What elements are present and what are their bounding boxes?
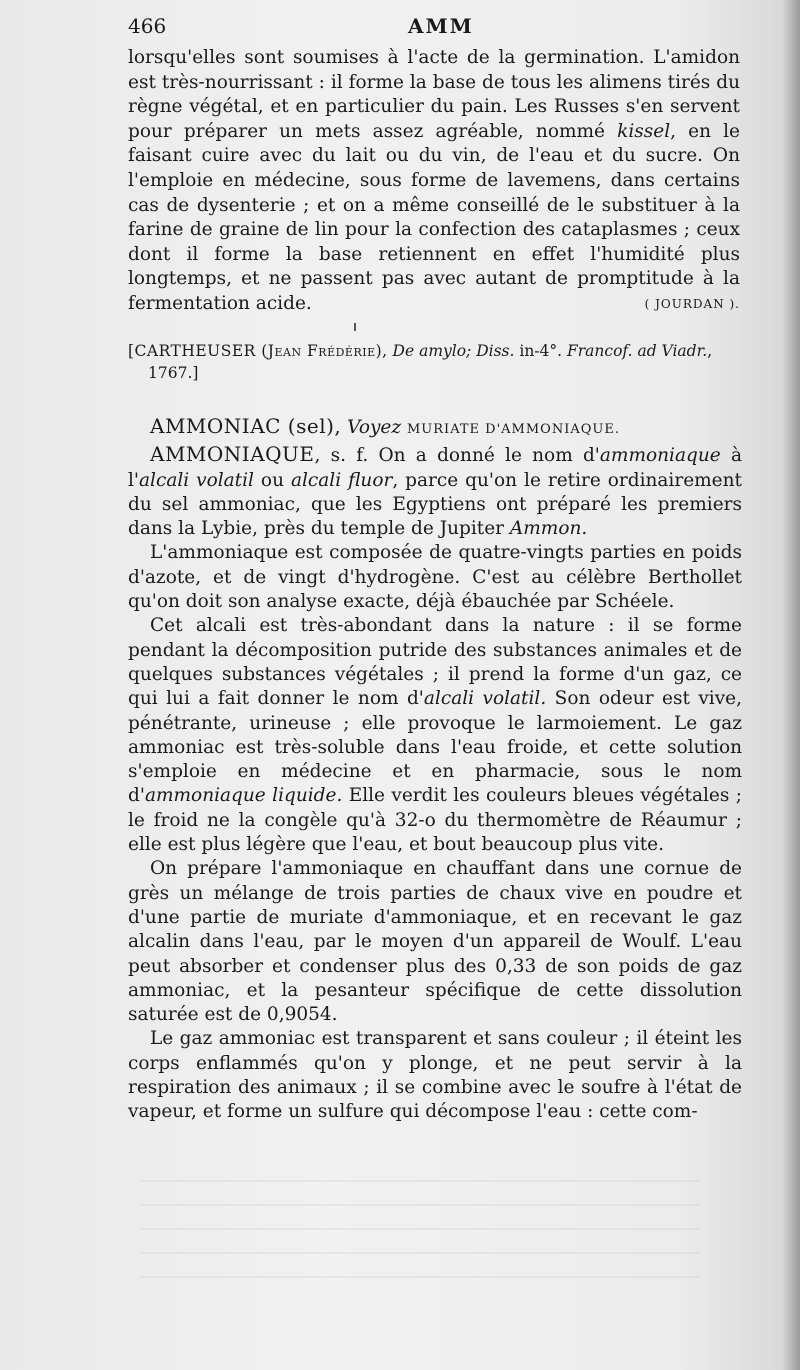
- see-also: Voyez: [347, 417, 402, 438]
- entry-ammoniaque-p2: L'ammoniaque est composée de quatre-vingts parties en poids d'azote, et de vingt d'hydrogène. C'est au célèbre Berthollet qu'on doit son analyse exacte, déjà ébauchée par Schéele.: [128, 542, 742, 613]
- bib-title: De amylo; Diss.: [392, 342, 515, 360]
- bib-place: Francof. ad Viadr.: [567, 342, 708, 360]
- running-head: AMM: [408, 14, 474, 38]
- entry-ammoniac-sel: [128, 414, 742, 442]
- page-edge-shadow: [782, 0, 800, 1370]
- bib-year: 1767.]: [148, 364, 199, 382]
- entry-ammoniaque-p4: On prépare l'ammoniaque en chauffant dans une cornue de grès un mélange de trois parties de chaux vive en poudre et d'une partie de muriate d'ammoniaque, et en recevant le gaz alcalin dans l'eau, par le moyen d'un appareil de Woulf. L'eau peut absorber et condenser plus des 0,33 de son poids de gaz ammoniac, et la pesanteur spécifique de cette dissolution saturée est de 0,9054.: [128, 858, 742, 1026]
- section-divider: [354, 323, 356, 331]
- headword: AMMONIAQUE: [150, 442, 315, 467]
- show-through-texture: [140, 1180, 700, 1300]
- continuation-paragraph: [128, 46, 740, 317]
- term-kissel: kissel: [617, 120, 671, 142]
- bibliography-entry: [CARTHEUSER (Jean Frédérie), De amylo; Diss. in-4°. Francof. ad Viadr., 1767.]: [128, 342, 713, 382]
- entry-ammoniaque-p1: AMMONIAQUE, s. f. On a donné le nom d'ammoniaque à l'alcali volatil ou alcali fluor, parce qu'on le retire ordinairement du sel ammoniac, que les Egyptiens ont préparé les premiers dans la Lybie, près du temple de Jupiter Ammon.: [128, 442, 742, 540]
- page-number: 466: [128, 14, 167, 38]
- author-signature: ( JOURDAN ).: [644, 296, 740, 311]
- bib-format: in-4°.: [514, 342, 568, 360]
- dictionary-entries: [128, 414, 742, 1125]
- entry-ammoniaque-p5: Le gaz ammoniac est transparent et sans couleur ; il éteint les corps enflammés qu'on y plonge, et ne peut servir à la respiration des animaux ; il se combine avec le soufre à l'état de vapeur, et forme un sulfure qui décompose l'eau : cette com-: [128, 1028, 742, 1123]
- bib-author: [CARTHEUSER (Jean Frédérie),: [128, 342, 388, 360]
- page-header: [128, 14, 748, 44]
- entry-ammoniaque-p3: Cet alcali est très-abondant dans la nature : il se forme pendant la décomposition putride des substances animales et de quelques substances végétales ; il prend la forme d'un gaz, ce qui lui a fait donner le nom d'alcali volatil. Son odeur est vive, pénétrante, urineuse ; elle provoque le larmoiement. Le gaz ammoniac est très-soluble dans l'eau froide, et cette solution s'emploie en médecine et en pharmacie, sous le nom d'ammoniaque liquide. Elle verdit les couleurs bleues végétales ; le froid ne la congèle qu'à 32-o du thermomètre de Réaumur ; elle est plus légère que l'eau, et bout beaucoup plus vite.: [128, 615, 742, 856]
- continuation-text: lorsqu'elles sont soumises à l'acte de la germination. L'amidon est très-nourrissant : il forme la base de tous les alimens tirés du règne végétal, et en particulier du pain. Les Russes s'en servent pour préparer un mets assez agréable, nommé kissel, en le faisant cuire avec du lait ou du vin, de l'eau et du sucre. On l'emploie en médecine, sous forme de lavemens, dans certains cas de dysenterie ; et on a même conseillé de le substituer à la farine de graine de lin pour la confection des cataplasmes ; ceux dont il forme la base retiennent en effet l'humidité plus longtemps, et ne passent pas avec autant de promptitude à la fermentation acide. ( JOURDAN ).: [128, 46, 740, 317]
- headword: AMMONIAC (sel),: [150, 414, 342, 438]
- cross-reference: MURIATE D'AMMONIAQUE.: [407, 422, 620, 437]
